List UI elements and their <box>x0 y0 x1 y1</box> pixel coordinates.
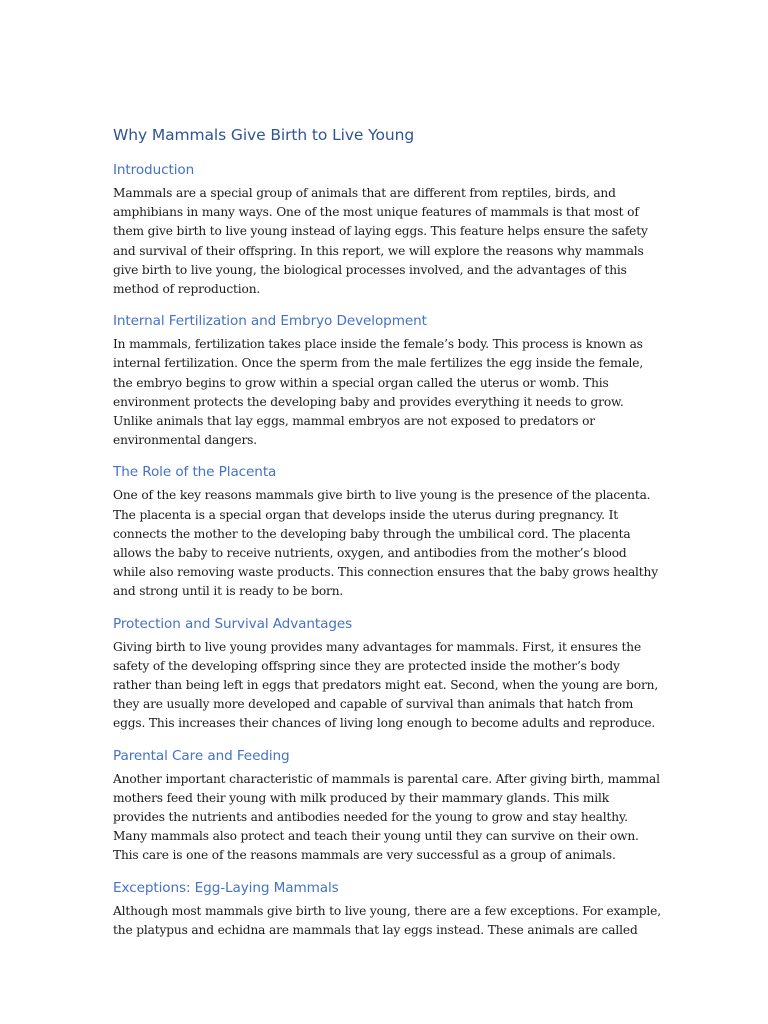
section-heading: The Role of the Placenta <box>113 464 277 481</box>
section-paragraph: Another important characteristic of mammals is parental care. After giving birth, mammal mothers feed their young with milk produced by their mammary glands. This milk provides the nutrients and antibodies needed for the young to grow and stay healthy. Many mammals also protect and teach their young until they can survive on their own. This care is one of the reasons mammals are very successful as a group of animals. <box>113 771 660 863</box>
section-exceptions <box>113 878 661 940</box>
section-heading: Protection and Survival Advantages <box>113 615 353 632</box>
section-heading: Exceptions: Egg-Laying Mammals <box>113 879 339 896</box>
section-introduction <box>113 160 661 299</box>
section-heading: Internal Fertilization and Embryo Development <box>113 313 427 330</box>
document-title: Why Mammals Give Birth to Live Young <box>113 126 415 144</box>
section-paragraph: Mammals are a special group of animals that are different from reptiles, birds, and amphibians in many ways. One of the most unique features of mammals is that most of them give birth to live young instead of laying eggs. This feature helps ensure the safety and survival of their offspring. In this report, we will explore the reasons why mammals give birth to live young, the biological processes involved, and the advantages of this method of reproduction. <box>113 186 648 297</box>
section-paragraph: One of the key reasons mammals give birth to live young is the presence of the placenta. The placenta is a special organ that develops inside the uterus during pregnancy. It connects the mother to the developing baby through the umbilical cord. The placenta allows the baby to receive nutrients, oxygen, and antibodies from the mother’s blood while also removing waste products. This connection ensures that the baby grows healthy and strong until it is ready to be born. <box>113 488 658 599</box>
section-heading: Introduction <box>113 162 195 178</box>
section-parental-care <box>113 746 661 866</box>
section-placenta <box>113 462 661 601</box>
section-paragraph: In mammals, fertilization takes place inside the female’s body. This process is known as internal fertilization. Once the sperm from the male fertilizes the egg inside the female, the embryo begins to grow within a special organ called the uterus or womb. This environment protects the developing baby and provides everything it needs to grow. Unlike animals that lay eggs, mammal embryos are not exposed to predators or environmental dangers. <box>113 337 644 448</box>
section-internal-fertilization <box>113 311 661 450</box>
section-protection <box>113 614 661 734</box>
document-body <box>113 124 661 952</box>
section-paragraph: Giving birth to live young provides many advantages for mammals. First, it ensures the safety of the developing offspring since they are protected inside the mother’s body rather than being left in eggs that predators might eat. Second, when the young are born, they are usually more developed and capable of survival than animals that hatch from eggs. This increases their chances of living long enough to become adults and reproduce. <box>113 639 659 731</box>
section-heading: Parental Care and Feeding <box>113 747 290 764</box>
section-paragraph: Although most mammals give birth to live young, there are a few exceptions. For example, the platypus and echidna are mammals that lay eggs instead. These animals are called <box>113 903 661 937</box>
